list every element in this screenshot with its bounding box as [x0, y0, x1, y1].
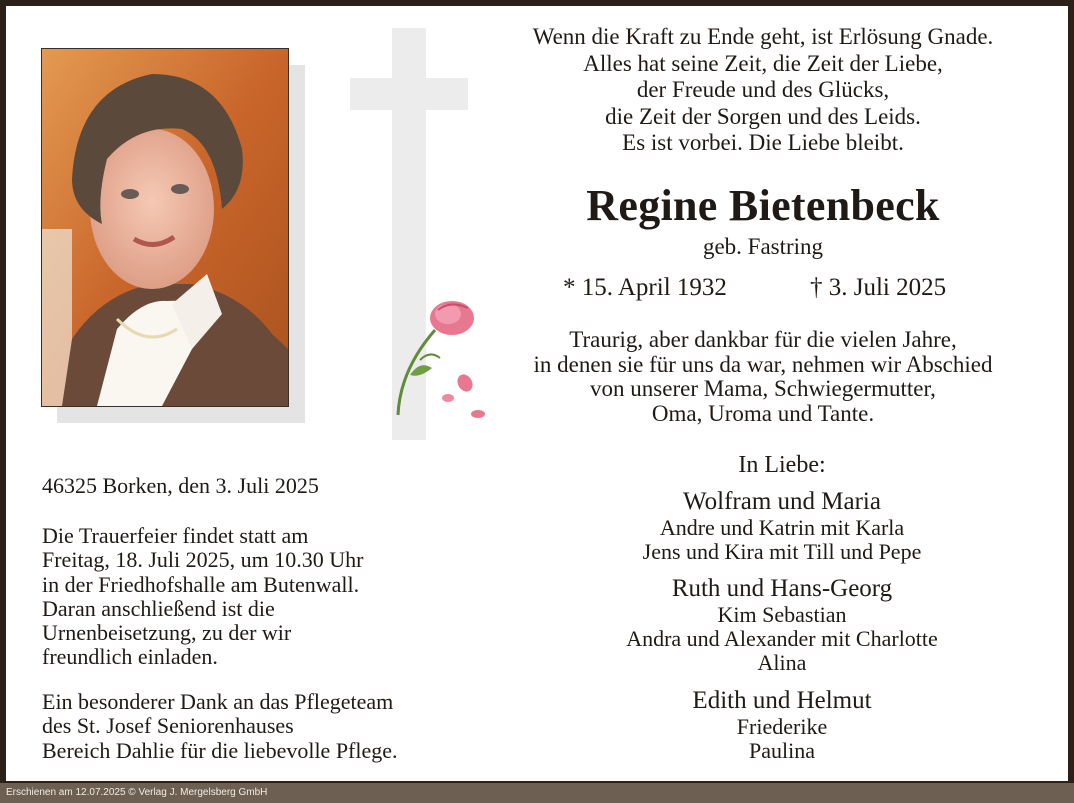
family-head: Ruth und Hans-Georg — [671, 575, 893, 602]
family-member: Andre und Katrin mit Karla — [659, 515, 905, 540]
poem-line: Es ist vorbei. Die Liebe bleibt. — [622, 130, 904, 155]
ceremony-line: Urnenbeisetzung, zu der wir — [42, 620, 292, 646]
family-member: Kim Sebastian — [717, 602, 847, 627]
in-liebe-heading: In Liebe: — [738, 452, 826, 478]
family-member: Jens und Kira mit Till und Pepe — [642, 539, 922, 564]
family-member: Friederike — [736, 714, 828, 739]
intro-line: von unserer Mama, Schwiegermutter, — [590, 376, 936, 401]
intro-line: Traurig, aber dankbar für die vielen Jahre, — [569, 327, 957, 352]
ceremony-line: freundlich einladen. — [42, 644, 218, 670]
place-date: 46325 Borken, den 3. Juli 2025 — [42, 473, 319, 498]
poem — [497, 24, 1029, 157]
thanks-line: Ein besonderer Dank an das Pflegeteam — [42, 689, 394, 714]
intro-line: Oma, Uroma und Tante. — [651, 400, 875, 426]
thanks-line: Bereich Dahlie für die liebevolle Pflege. — [42, 737, 398, 763]
family-head: Wolfram und Maria — [683, 488, 881, 515]
cross-horizontal — [350, 78, 468, 110]
family-group — [532, 574, 1032, 675]
family-head: Edith und Helmut — [692, 687, 872, 714]
maiden-name: geb. Fastring — [702, 234, 824, 259]
intro-line: in denen sie für uns da war, nehmen wir Abschied — [533, 351, 993, 377]
ceremony-info — [42, 524, 363, 670]
thanks-text — [42, 690, 398, 763]
birth-date: * 15. April 1932 — [563, 274, 727, 301]
poem-line: der Freude und des Glücks, — [636, 77, 890, 102]
family-member: Paulina — [749, 738, 815, 763]
family-member: Alina — [757, 650, 807, 675]
poem-line: Wenn die Kraft zu Ende geht, ist Erlösung Gnade. — [532, 24, 994, 49]
portrait-photo — [41, 48, 289, 407]
family-member: Andra und Alexander mit Charlotte — [626, 626, 938, 651]
death-date: † 3. Juli 2025 — [810, 274, 947, 301]
family-group — [532, 686, 1032, 763]
ceremony-line: Die Trauerfeier findet statt am — [42, 523, 309, 548]
ceremony-line: Freitag, 18. Juli 2025, um 10.30 Uhr — [42, 547, 364, 573]
rose-icon — [390, 290, 490, 420]
publication-footer: Erschienen am 12.07.2025 © Verlag J. Mergelsberg GmbH — [0, 783, 1074, 803]
thanks-line: des St. Josef Seniorenhauses — [42, 713, 294, 739]
intro-text — [497, 328, 1029, 426]
deceased-name: Regine Bietenbeck — [586, 181, 940, 230]
family-group — [532, 487, 1032, 564]
ceremony-line: Daran anschließend ist die — [42, 595, 275, 621]
poem-line: die Zeit der Sorgen und des Leids. — [605, 103, 921, 129]
ceremony-line: in der Friedhofshalle am Butenwall. — [42, 571, 360, 597]
poem-line: Alles hat seine Zeit, die Zeit der Liebe, — [583, 50, 943, 76]
